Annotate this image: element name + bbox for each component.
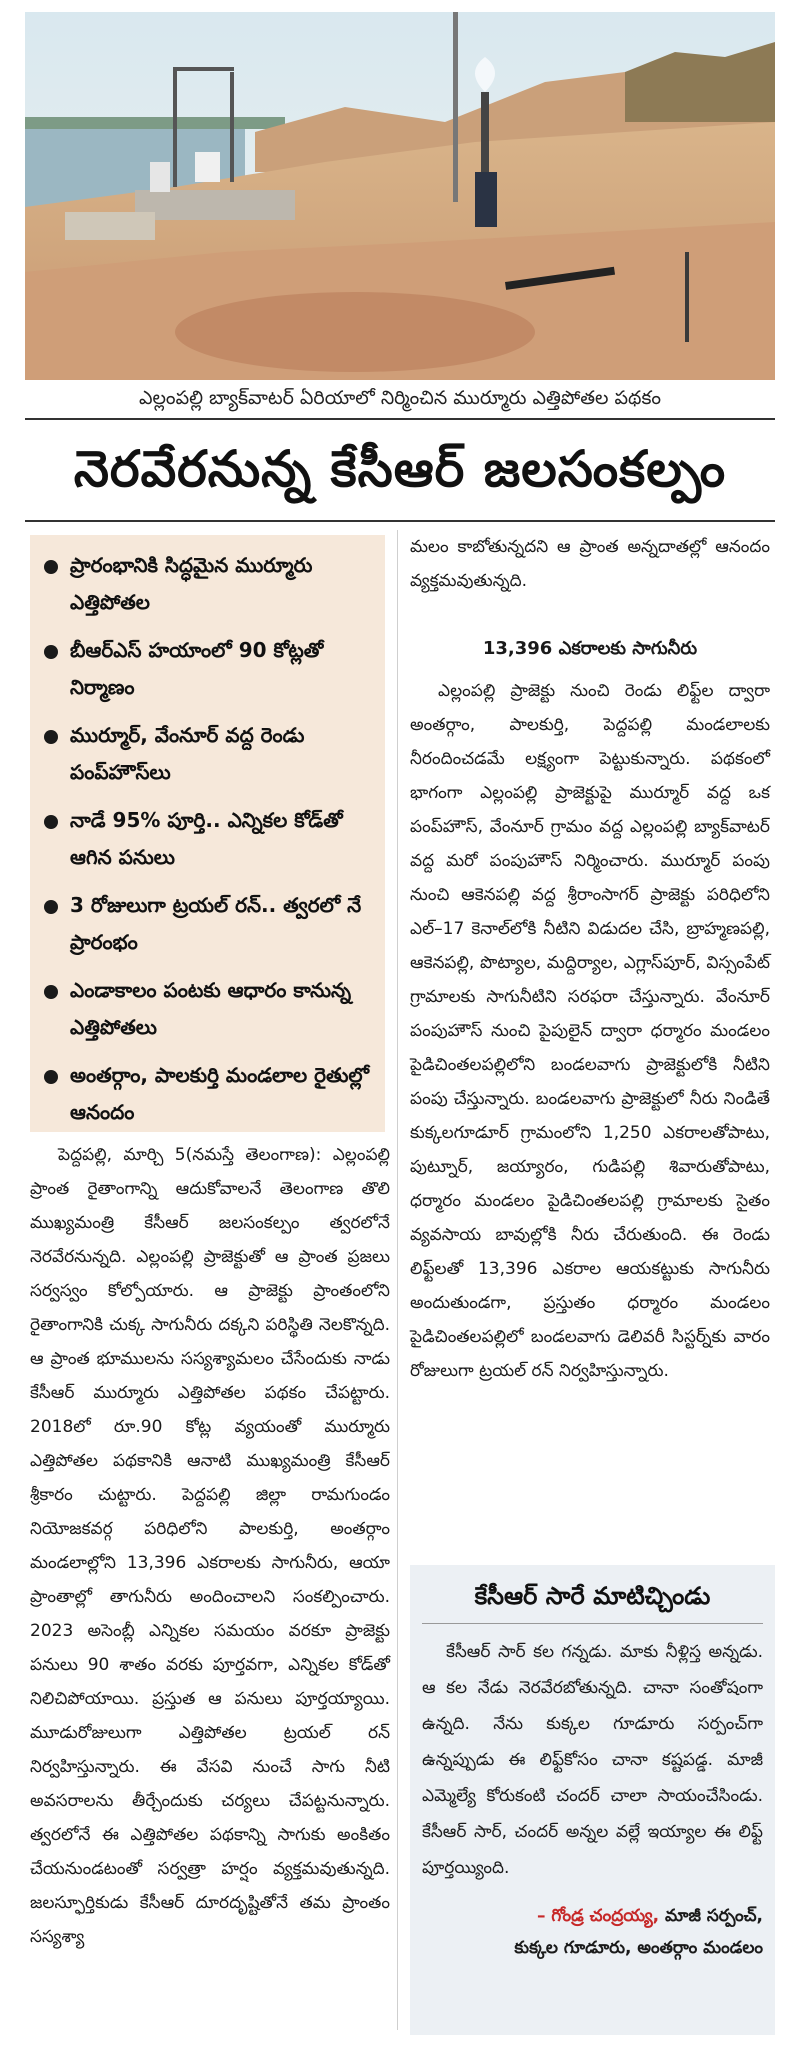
highlight-item: నాడే 95% పూర్తి.. ఎన్నికల కోడ్‌తో ఆగిన పనులు	[44, 802, 375, 876]
highlight-item: ముర్మూర్, వేంనూర్ వద్ద రెండు పంప్‌హౌస్‌లు	[44, 717, 375, 791]
highlight-item: అంతర్గాం, పాలకుర్తి మండలాల రైతుల్లో ఆనందం	[44, 1057, 375, 1131]
caption-rule	[25, 418, 775, 420]
quote-box	[410, 1565, 775, 2035]
bullet-icon	[44, 985, 58, 999]
quote-rule	[422, 1623, 763, 1624]
bullet-icon	[44, 645, 58, 659]
lift-irrigation-photo	[25, 12, 775, 380]
headline-rule	[25, 520, 775, 522]
quote-text: కేసీఆర్ సార్ కల గన్నడు. మాకు నీళ్లిస్త అన్నడు. ఆ కల నేడు నెరవేరబోతున్నది. చానా సంతోషంగా ఉన్నది. నేను కుక్కల గూడూరు సర్పంచ్‌గా ఉన్నప్పుడు ఈ లిఫ్ట్‌కోసం చానా కష్టపడ్డ. మాజీ ఎమ్మెల్యే కోరుకంటి చందర్ చాలా సాయంచేసిండు. కేసీఆర్ సార్, చందర్ అన్నల వల్లే ఇయ్యాల ఈ లిఫ్ట్ పూర్తయ్యింది.	[422, 1642, 763, 1878]
bullet-icon	[44, 815, 58, 829]
quote-signature	[422, 1900, 763, 1964]
photo-caption: ఎల్లంపల్లి బ్యాక్‌వాటర్ ఏరియాలో నిర్మించిన ముర్మూరు ఎత్తిపోతల పథకం	[138, 387, 662, 409]
bullet-icon	[44, 1070, 58, 1084]
highlight-item: ప్రారంభానికి సిద్ధమైన ముర్మూరు ఎత్తిపోతల	[44, 547, 375, 621]
body-left-text: పెద్దపల్లి, మార్చి 5(నమస్తే తెలంగాణ): ఎల్లంపల్లి ప్రాంత రైతాంగాన్ని ఆదుకోవాలనే తెలంగాణ తొలి ముఖ్యమంత్రి కేసీఆర్ జలసంకల్పం త్వరలోనే నెరవేరనున్నది. ఎల్లంపల్లి ప్రాజెక్టుతో ఆ ప్రాంత ప్రజలు సర్వస్వం కోల్పోయారు. ఆ ప్రాజెక్టు ప్రాంతంలోని రైతాంగానికి చుక్క సాగునీరు దక్కని పరిస్థితి నెలకొన్నది. ఆ ప్రాంత భూములను సస్యశ్యామలం చేసేందుకు నాడు కేసీఆర్ ముర్మూరు ఎత్తిపోతల పథకం చేపట్టారు. 2018లో రూ.90 కోట్ల వ్యయంతో ముర్మూరు ఎత్తిపోతల పథకానికి ఆనాటి ముఖ్యమంత్రి కేసీఆర్ శ్రీకారం చుట్టారు. పెద్దపల్లి జిల్లా రామగుండం నియోజకవర్గ పరిధిలోని పాలకుర్తి, అంతర్గాం మండలాల్లోని 13,396 ఎకరాలకు సాగునీరు, ఆయా ప్రాంతాల్లో తాగునీరు అందించాలని సంకల్పించారు. 2023 అసెంబ్లీ ఎన్నికల సమయం వరకూ ప్రాజెక్టు పనులు 90 శాతం వరకు పూర్తవగా, ఎన్నికల కోడ్‌తో నిలిచిపోయాయి. ప్రస్తుత ఆ పనులు పూర్తయ్యాయి. మూడురోజులుగా ఎత్తిపోతల ట్రయల్ రన్ నిర్వహిస్తున్నారు. ఈ వేసవి నుంచే సాగు నీటి అవసరాలను తీర్చేందుకు చర్యలు చేపట్టనున్నారు. త్వరలోనే ఈ ఎత్తిపోతల పథకాన్ని సాగుకు అంకితం చేయనుండటంతో సర్వత్రా హర్షం వ్యక్తమవుతున్నది. జలస్ఫూర్తికుడు కేసీఆర్ దూరదృష్టితోనే తమ ప్రాంతం సస్యశ్యా	[30, 1145, 390, 1947]
signature-place: కుక్కల గూడూరు, అంతర్గాం మండలం	[514, 1938, 763, 1958]
body-right-text: ఎల్లంపల్లి ప్రాజెక్టు నుంచి రెండు లిఫ్ట్‌ల ద్వారా అంతర్గాం, పాలకుర్తి, పెద్దపల్లి మండలాలకు నీరందించడమే లక్ష్యంగా పెట్టుకున్నారు. పథకంలో భాగంగా ఎల్లంపల్లి ప్రాజెక్టుపై ముర్మూర్ వద్ద ఒక పంప్‌హౌస్, వేంనూర్ గ్రామం వద్ద ఎల్లంపల్లి బ్యాక్‌వాటర్ వద్ద మరో పంపుహౌస్ నిర్మించారు. ముర్మూర్ పంపు నుంచి ఆకెనపల్లి వద్ద శ్రీరాంసాగర్ ప్రాజెక్టు పరిధిలోని ఎల్–17 కెనాల్‌లోకి నీటిని విడుదల చేసి, బ్రాహ్మణపల్లి, ఆకెనపల్లి, పొట్యాల, మద్దిర్యాల, ఎగ్లాస్‌పూర్, విస్సంపేట్ గ్రామాలకు సాగునీటిని సరఫరా చేస్తున్నారు. వేంనూర్ పంపుహౌస్ నుంచి పైపులైన్ ద్వారా ధర్మారం మండలం పైడిచింతలపల్లిలోని బండలవాగు ప్రాజెక్టులోకి నీటిని పంపు చేస్తున్నారు. బండలవాగు ప్రాజెక్టులో నీరు నిండితే కుక్కలగూడూర్ గ్రామంలోని 1,250 ఎకరాలతోపాటు, పుట్నూర్, జయ్యారం, గుడిపల్లి శివారుతోపాటు, ధర్మారం మండలం పైడిచింతలపల్లి గ్రామాలకు సైతం వ్యవసాయ బావుల్లోకి నీరు చేరుతుంది. ఈ రెండు లిఫ్ట్‌లతో 13,396 ఎకరాల ఆయకట్టుకు సాగునీరు అందుతుండగా, ప్రస్తుతం ధర్మారం మండలం పైడిచింతలపల్లిలో బండలవాగు డెలివరీ సిస్టర్న్‌కు వారం రోజులుగా ట్రయల్ రన్ నిర్వహిస్తున్నారు.	[410, 681, 770, 1381]
highlight-item: బీఆర్‌ఎస్ హయాంలో 90 కోట్లతో నిర్మాణం	[44, 632, 375, 706]
bullet-icon	[44, 730, 58, 744]
highlight-item: 3 రోజులుగా ట్రయల్ రన్.. త్వరలో నే ప్రారంభం	[44, 887, 375, 961]
bullet-icon	[44, 560, 58, 574]
highlights-box	[30, 535, 385, 1132]
highlight-item: ఎండాకాలం పంటకు ఆధారం కానున్న ఎత్తిపోతలు	[44, 972, 375, 1046]
subheading: 13,396 ఎకరాలకు సాగునీరు	[482, 638, 698, 659]
quote-title: కేసీఆర్ సారే మాటిచ్చిండు	[474, 1582, 711, 1610]
body-right-continuation: మలం కాబోతున్నదని ఆ ప్రాంత అన్నదాతల్లో ఆనందం వ్యక్తమవుతున్నది.	[410, 537, 770, 591]
news-photo	[25, 12, 775, 380]
headline: నెరవేరనున్న కేసీఆర్ జలసంకల్పం	[73, 440, 727, 498]
bullet-icon	[44, 900, 58, 914]
signature-role: మాజీ సర్పంచ్,	[659, 1906, 763, 1926]
signature-name: – గోండ్ర చంద్రయ్య,	[537, 1906, 660, 1926]
column-divider	[397, 530, 398, 2030]
